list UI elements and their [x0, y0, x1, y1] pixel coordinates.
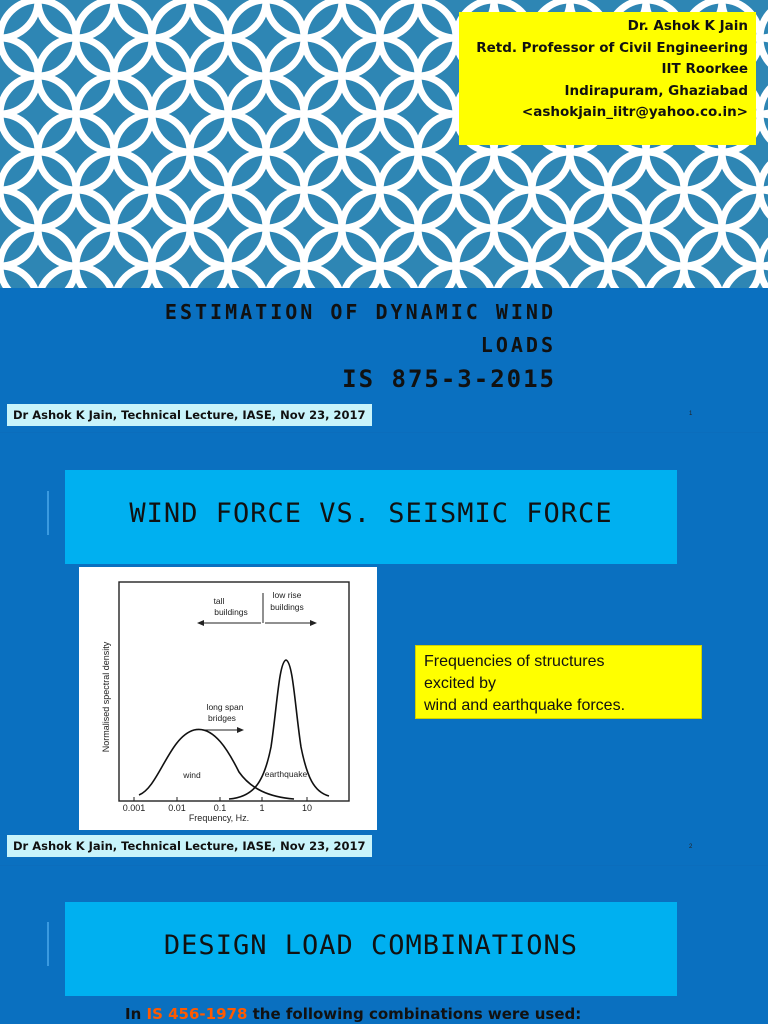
- label-low-rise-buildings: buildings: [270, 602, 304, 612]
- label-tall: tall: [213, 596, 225, 606]
- slide-1: [0, 0, 768, 432]
- slide-2: [0, 433, 768, 865]
- x-tick-label: 0.001: [122, 803, 146, 813]
- author-location: Indirapuram, Ghaziabad: [564, 82, 748, 99]
- body-prefix: In: [125, 1005, 142, 1023]
- arrowhead: [310, 620, 317, 626]
- wind-curve: [139, 729, 294, 799]
- label-wind: wind: [183, 770, 201, 780]
- y-axis-label: Normalised spectral density: [101, 641, 111, 753]
- arrowhead: [197, 620, 204, 626]
- label-earthquake: earthquake: [264, 769, 308, 779]
- slide-1-page-number: 1: [689, 411, 693, 417]
- slide-2-footer: Dr Ashok K Jain, Technical Lecture, IASE, Nov 23, 2017: [7, 835, 372, 857]
- author-email: <ashokjain_iitr@yahoo.co.in>: [521, 104, 748, 120]
- arrowhead: [237, 727, 244, 733]
- note-line: wind and earthquake forces.: [424, 697, 626, 714]
- slide-2-page-number: 2: [689, 844, 693, 850]
- x-axis-label: Frequency, Hz.: [188, 813, 250, 823]
- slide-3-title-box: [65, 902, 677, 996]
- slide-3-body-text: [125, 1005, 581, 1023]
- title-line-3: IS 875-3-2015: [342, 365, 556, 393]
- body-suffix: the following combinations were used:: [252, 1005, 582, 1023]
- slide-1-footer: Dr Ashok K Jain, Technical Lecture, IASE, Nov 23, 2017: [7, 404, 372, 426]
- x-tick-label: 0.1: [213, 803, 227, 813]
- slide-3: [0, 866, 768, 1024]
- accent-bar: [47, 491, 49, 535]
- slide-1-title: [0, 296, 556, 396]
- frequency-note-box: [415, 645, 702, 719]
- note-line: Frequencies of structures: [424, 653, 605, 670]
- title-line-1: ESTIMATION OF DYNAMIC WIND: [164, 300, 556, 324]
- label-bridges: bridges: [208, 713, 236, 723]
- frequency-spectrum-figure: [79, 567, 377, 830]
- slide-3-title: DESIGN LOAD COMBINATIONS: [163, 930, 579, 961]
- spectrum-diagram: [79, 567, 377, 830]
- code-reference: IS 456-1978: [146, 1005, 248, 1023]
- label-buildings: buildings: [214, 607, 248, 617]
- x-tick-label: 1: [259, 803, 265, 813]
- slide-2-title: WIND FORCE VS. SEISMIC FORCE: [129, 498, 613, 529]
- label-long-span: long span: [206, 702, 244, 712]
- author-name: Dr. Ashok K Jain: [627, 18, 748, 34]
- slide-2-title-box: [65, 470, 677, 564]
- title-line-2: LOADS: [480, 333, 556, 357]
- author-position: Retd. Professor of Civil Engineering: [476, 39, 748, 56]
- accent-bar: [47, 922, 49, 966]
- author-contact-box: [459, 12, 756, 145]
- note-line: excited by: [424, 675, 497, 692]
- author-institute: IIT Roorkee: [661, 61, 748, 77]
- x-tick-label: 10: [301, 803, 313, 813]
- x-tick-label: 0.01: [168, 803, 186, 813]
- label-low-rise: low rise: [272, 590, 302, 600]
